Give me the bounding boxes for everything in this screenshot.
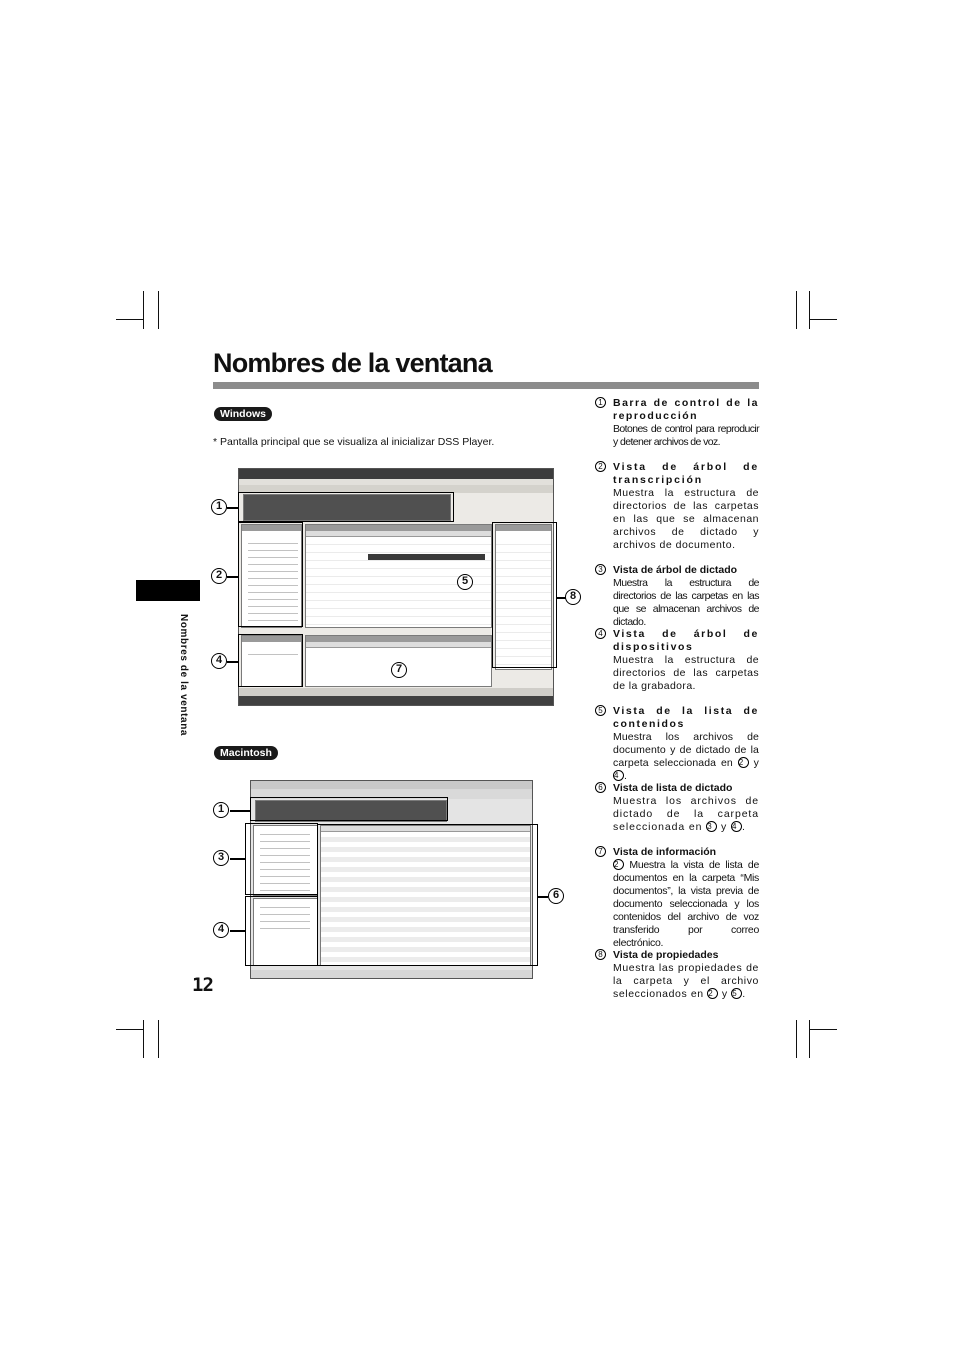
item-title: Vista de árbol de dictado	[613, 564, 738, 576]
callout-box-mac-list	[317, 824, 538, 966]
item-desc: 2 Muestra la vista de lista de documentos en la carpeta “Mis documentos”, la vista previa de documento seleccionada y los contenidos del archivo de voz transferido por correo electrónico.	[613, 859, 759, 949]
item-desc: Muestra la estructura de directorios de las carpetas en las que se almacenan archivos de dictado y archivos de documento.	[613, 487, 759, 551]
ref-number: 2	[707, 988, 718, 999]
item-number: 2	[595, 461, 606, 472]
crop-mark	[809, 1029, 837, 1030]
item-2	[595, 461, 759, 552]
item-3	[595, 564, 759, 629]
windows-badge: Windows	[214, 407, 272, 421]
item-number: 4	[595, 628, 606, 639]
item-title: Vista de lista de dictado	[613, 782, 733, 794]
crop-mark	[796, 291, 797, 329]
callout-line	[227, 661, 238, 663]
windows-taskbar	[239, 696, 553, 705]
ref-number: 5	[731, 988, 742, 999]
item-title: Vista de la lista de contenidos	[613, 705, 759, 730]
callout-number-1: 1	[213, 802, 229, 818]
crop-mark	[809, 1020, 810, 1058]
callout-number-4: 4	[211, 653, 227, 669]
callout-line	[227, 507, 238, 509]
callout-line	[230, 858, 245, 860]
item-number: 8	[595, 949, 606, 960]
ref-number: 2	[613, 859, 624, 870]
item-5	[595, 705, 759, 783]
crop-mark	[809, 319, 837, 320]
callout-number-5: 5	[457, 574, 473, 590]
item-title: Barra de control de la reproducción	[613, 397, 759, 422]
callout-box-tree	[238, 522, 303, 627]
crop-mark	[809, 291, 810, 329]
callout-number-3: 3	[213, 850, 229, 866]
callout-box-mac-tree	[245, 823, 318, 895]
page-number: 12	[192, 974, 213, 996]
callout-box-properties	[492, 522, 557, 668]
item-title: Vista de árbol de transcripción	[613, 461, 759, 486]
side-label: Nombres de la ventana	[178, 614, 189, 737]
crop-mark	[116, 319, 144, 320]
item-1	[595, 397, 759, 449]
ref-number: 4	[613, 770, 624, 781]
item-4	[595, 628, 759, 693]
callout-line	[230, 810, 250, 812]
item-desc: Muestra la estructura de directorios de las carpetas de la grabadora.	[613, 654, 759, 692]
callout-number-8: 8	[565, 589, 581, 605]
windows-note: * Pantalla principal que se visualiza al inicializar DSS Player.	[213, 436, 495, 448]
item-number: 3	[595, 564, 606, 575]
crop-mark	[116, 1029, 144, 1030]
item-desc: Muestra los archivos de dictado de la carpeta seleccionada en 3 y 4 .	[613, 795, 759, 833]
item-6	[595, 782, 759, 834]
item-desc: Muestra las propiedades de la carpeta y el archivo seleccionados en 2 y 5 .	[613, 962, 759, 1000]
windows-info-pane	[305, 635, 492, 687]
ref-number: 2	[738, 757, 749, 768]
item-number: 5	[595, 705, 606, 716]
item-desc: Muestra la estructura de directorios de las carpetas en las que se almacenan archivos de dictado.	[613, 577, 759, 628]
callout-box-playback	[238, 492, 454, 522]
item-desc: Botones de control para reproducir y detener archivos de voz.	[613, 423, 759, 448]
callout-number-4: 4	[213, 922, 229, 938]
ref-number: 3	[706, 821, 717, 832]
crop-mark	[796, 1020, 797, 1058]
callout-number-7: 7	[391, 662, 407, 678]
item-title: Vista de árbol de dispositivos	[613, 628, 759, 653]
mac-titlebar	[251, 781, 532, 789]
item-desc: Muestra los archivos de documento y de dictado de la carpeta seleccionada en 2 y4 .	[613, 731, 759, 782]
windows-titlebar	[239, 469, 553, 479]
item-8	[595, 949, 759, 1001]
crop-mark	[158, 291, 159, 329]
crop-mark	[143, 1020, 144, 1058]
item-number: 7	[595, 846, 606, 857]
callout-line	[230, 930, 245, 932]
callout-number-6: 6	[548, 888, 564, 904]
item-title: Vista de propiedades	[613, 949, 719, 961]
ref-number: 4	[731, 821, 742, 832]
callout-line	[227, 576, 238, 578]
callout-number-2: 2	[211, 568, 227, 584]
item-number: 1	[595, 397, 606, 408]
macintosh-badge: Macintosh	[214, 746, 278, 760]
item-number: 6	[595, 782, 606, 793]
callout-box-device	[238, 634, 303, 687]
callout-line	[538, 896, 548, 898]
callout-number-1: 1	[211, 499, 227, 515]
crop-mark	[143, 291, 144, 329]
crop-mark	[158, 1020, 159, 1058]
callout-box-mac-playback	[250, 797, 448, 821]
page-title: Nombres de la ventana	[213, 348, 492, 378]
windows-statusbar	[239, 688, 553, 696]
title-rule	[213, 382, 759, 389]
mac-statusbar	[251, 970, 532, 978]
item-7	[595, 846, 759, 950]
item-title: Vista de información	[613, 846, 717, 858]
side-tab	[136, 580, 200, 601]
callout-box-mac-device	[245, 896, 318, 966]
